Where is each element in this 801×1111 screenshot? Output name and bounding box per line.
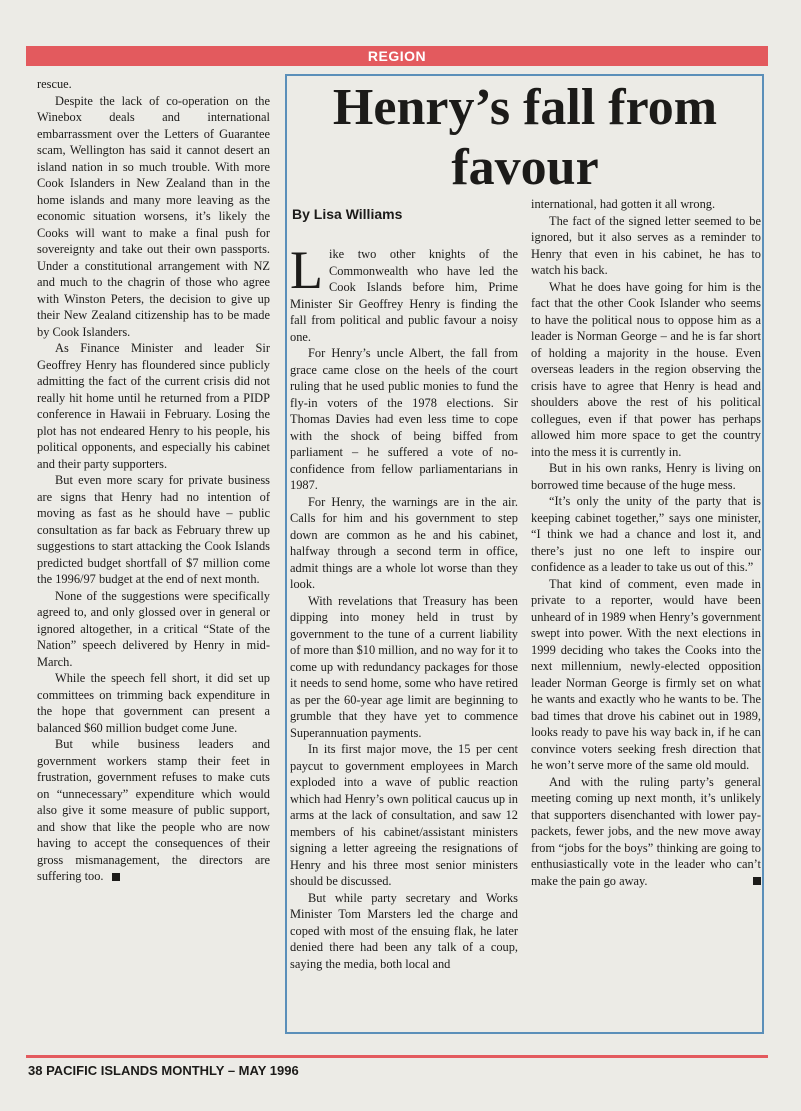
paragraph: But in his own ranks, Henry is living on borrowed time because of the huge mess.: [531, 461, 761, 492]
middle-column: [290, 240, 518, 972]
paragraph-last: [531, 774, 761, 890]
paragraph: But while party secretary and Works Minister Tom Marsters led the charge and coped with most of the ensuing flak, he later denied there had been any talk of a coup, saying the media, both local and: [290, 890, 518, 971]
paragraph: “It’s only the unity of the party that is keeping cabinet together,” says one minister, “I think we had a chance and lost it, and there’s just no one left to inspire our confidence as a leader to take us out of this.”: [531, 494, 761, 574]
end-mark-icon: [112, 873, 120, 881]
paragraph-text: But while business leaders and government workers stamp their feet in frustration, government refuses to make cuts on “unnecessary” expenditure which would also give it some measure of public support, and show that like the people who are now having to accept the consequences of their gross mismanagement, the directors are suffering too.: [37, 737, 270, 883]
paragraph: With revelations that Treasury has been dipping into money held in trust by government to the tune of a current liability of more than $10 million, and no way for it to come up with redundancy packages for those it needs to send home, some who have retired as per the 60-year age limit are beginning to grumble that they have yet to commence Superannuation payments.: [290, 593, 518, 740]
page-footer: 38 PACIFIC ISLANDS MONTHLY – MAY 1996: [28, 1063, 299, 1078]
byline: By Lisa Williams: [292, 206, 403, 222]
paragraph: That kind of comment, even made in private to a reporter, would have been unheard of in 1989 when Henry’s government swept into power. With the next elections in 1999 deciding who takes the Cooks into the next millennium, newly-elected opposition leader Norman George is firmly set on what he wants and exactly who he wants to be. The bad times that drove his cabinet out in 1989, looks ready to pave his way back in, if he can convince voters seeking fresh direction that he won’t serve more of the same old mould.: [531, 576, 761, 772]
paragraph: Despite the lack of co-operation on the Winebox deals and international embarrassment over the Letters of Guarantee scam, Wellington has said it cannot desert an island nation in so much trouble. With more Cook Islanders in New Zealand than in the home islands and many more leaving as the economic situation worsens, it’s likely the Cooks will want to make a final push for sovereignty and take out their own passports. Under a constitutional arrangement with NZ and much to the chagrin of those who agree with Winston Peters, the decision to give up their New Zealand citizenship has to be made by Cook Islanders.: [37, 93, 270, 339]
paragraph: As Finance Minister and leader Sir Geoffrey Henry has floundered since publicly admitting the fact of the current crisis did not really hit home until he returned from a PIDP conference in Hawaii in February. Losing the plot has not endeared Henry to his people, his political opponents, and especially his cabinet and their party supporters.: [37, 341, 270, 471]
paragraph-last: [37, 736, 270, 885]
left-column: [37, 76, 270, 885]
drop-cap: L: [290, 240, 323, 300]
paragraph: But even more scary for private business are signs that Henry had no intention of moving as fast as he should have – public consultation as far back as February threw up suggestions to start attacking the Cook Islands predicted budget shortfall of $7 million come the 1996/97 budget at the end of next month.: [37, 473, 270, 586]
paragraph: None of the suggestions were specifically agreed to, and only glossed over in general or ignored altogether, in a critical “State of the Nation” speech delivered by Henry in mid-March.: [37, 588, 270, 669]
paragraph: What he does have going for him is the fact that the other Cook Islander who seems to have the political nous to oppose him as a leader is Norman George – and he is far short of holding a majority in the house. Even overseas leaders in the region observing the crisis have to agree that Henry is head and shoulders above the rest of his political collegues, even if that power has perhaps allowed him more space to get the country into the mess it is currently in.: [531, 279, 761, 459]
paragraph: The fact of the signed letter seemed to be ignored, but it also serves as a reminder to Henry that even in his cabinet, he has to watch his back.: [531, 213, 761, 277]
lead-paragraph: [290, 240, 518, 345]
paragraph: For Henry’s uncle Albert, the fall from grace came close on the heels of the court ruling that he used public monies to fund the fly-in voters of the 1978 elections. Sir Thomas Davies had even less time to cope with the shock of being biffed from parliament – he suffered a vote of no-confidence from fellow parliamentarians in 1987.: [290, 346, 518, 492]
paragraph: For Henry, the warnings are in the air. Calls for him and his government to step down are common as he and his cabinet, halfway through a second term in office, admit things are a whole lot worse than they look.: [290, 494, 518, 591]
paragraph: rescue.: [37, 77, 72, 91]
paragraph: While the speech fell short, it did set up committees on trimming back expenditure in the hope that government can present a balanced $60 million budget come June.: [37, 671, 270, 735]
headline: Henry’s fall from favour: [332, 79, 718, 196]
paragraph: In its first major move, the 15 per cent paycut to government employees in March exploded into a wave of public reaction which had Henry’s own political caucus up in arms at the lack of consultation, and saw 12 members of his cabinet/assistant ministers signing a letter agreeing the resignations of Henry and his three most senior ministers should be discussed.: [290, 742, 518, 888]
right-column: [531, 196, 761, 889]
section-label: REGION: [367, 48, 427, 64]
footer-rule: [26, 1055, 768, 1058]
paragraph-text: And with the ruling party’s general meeting coming up next month, it’s unlikely that supporters disenchanted with lower pay-packets, fewer jobs, and the new move away from “jobs for the boys” thinking are going to enthusiastically vote in the leader who can’t make the pain go away.: [531, 774, 761, 888]
lead-text: ike two other knights of the Commonwealth who have led the Cook Islands before him, Prime Minister Sir Geoffrey Henry is finding the fall from political and public favour a noisy one.: [290, 247, 518, 344]
paragraph: international, had gotten it all wrong.: [531, 197, 716, 211]
end-mark-icon: [753, 877, 761, 885]
section-banner: [26, 46, 768, 66]
